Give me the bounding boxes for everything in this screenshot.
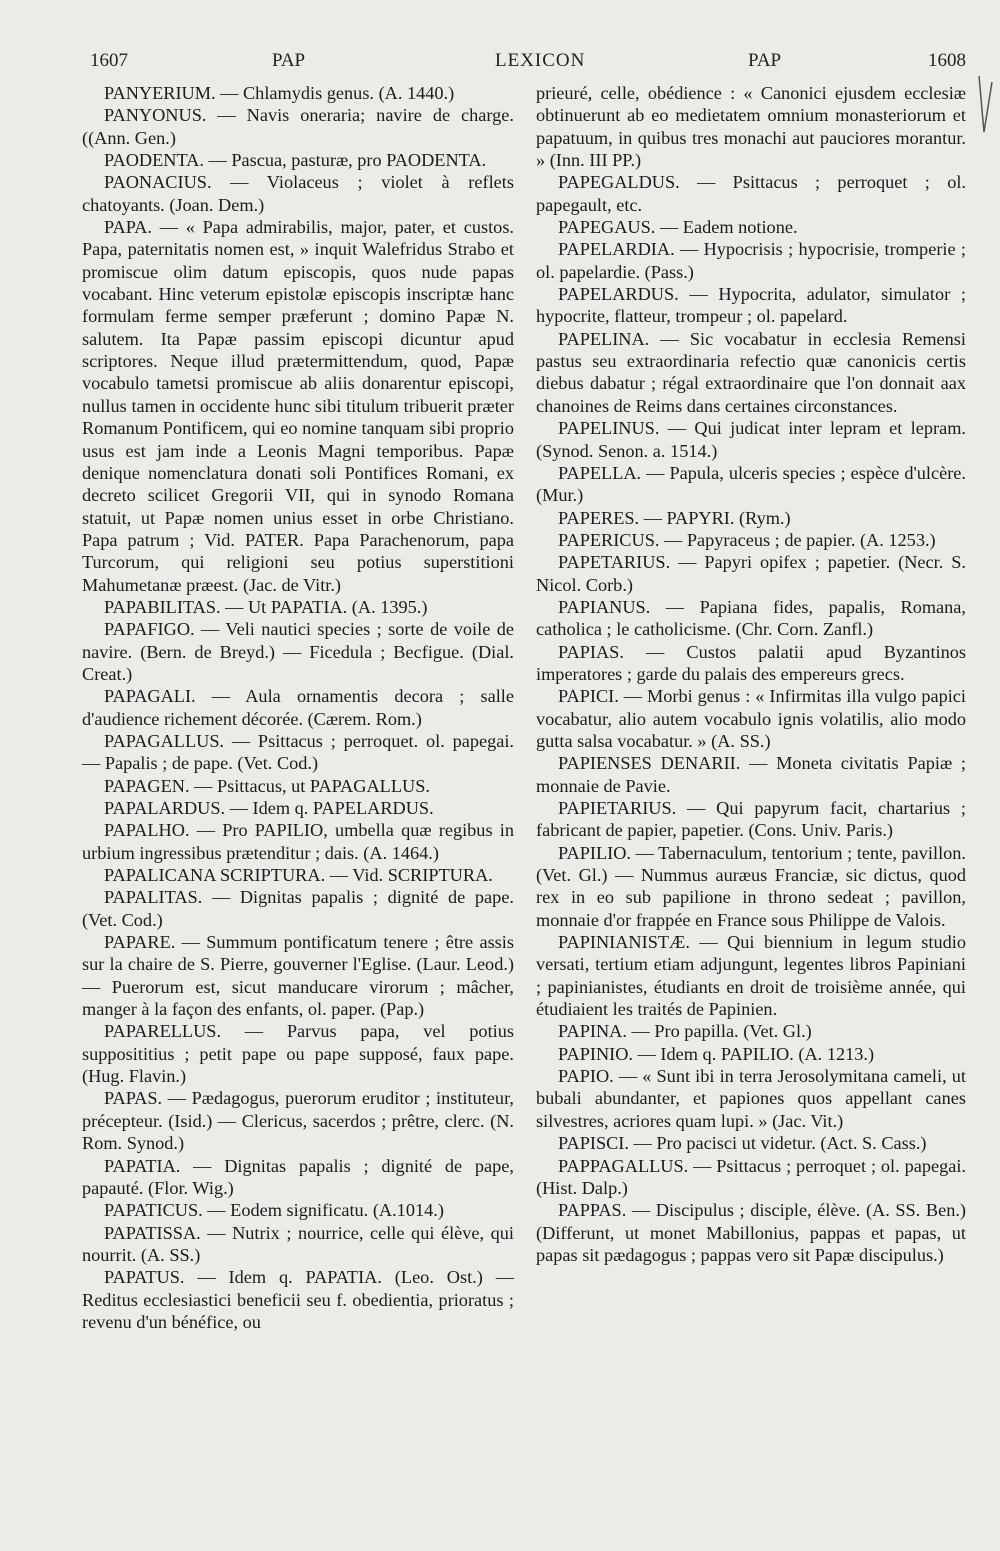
entry-papagali: PAPAGALI. — Aula ornamentis decora ; salle d'audience richement décorée. (Cærem. Rom.) bbox=[82, 686, 514, 729]
entry-papalicana-scriptura: PAPALICANA SCRIPTURA. — Vid. SCRIPTURA. bbox=[104, 865, 493, 886]
entry-papella: PAPELLA. — Papula, ulceris species ; espèce d'ulcère. (Mur.) bbox=[536, 462, 966, 506]
entry-papericus: PAPERICUS. — Papyraceus ; de papier. (A. 1253.) bbox=[558, 529, 936, 550]
entry-papelina: PAPELINA. — Sic vocabatur in ecclesia Remensi pastus seu extraordinaria refectio quæ canonicis certis diebus dabatur ; régal extraordinaire que l'on donnait aax chanoines de Reims dans certaines circonstances. bbox=[536, 328, 966, 416]
entry-papagallus: PAPAGALLUS. — Psittacus ; perroquet. ol. papegai. — Papalis ; de pape. (Vet. Cod.) bbox=[82, 730, 514, 774]
entry-papaticus: PAPATICUS. — Eodem significatu. (A.1014.) bbox=[104, 1200, 444, 1221]
entry-papelardus: PAPELARDUS. — Hypocrita, adulator, simulator ; hypocrite, flatteur, trompeur ; ol. papelard. bbox=[536, 284, 966, 327]
header-label-right: PAP bbox=[748, 50, 782, 71]
entry-paparellus: PAPARELLUS. — Parvus papa, vel potius supposititius ; petit pape ou pape supposé, faux pape. (Hug. Flavin.) bbox=[82, 1021, 514, 1087]
entry-papagen: PAPAGEN. — Psittacus, ut PAPAGALLUS. bbox=[104, 775, 430, 796]
entry-papegaus: PAPEGAUS. — Eadem notione. bbox=[558, 217, 798, 238]
entry-papalho: PAPALHO. — Pro PAPILIO, umbella quæ regibus in urbium ingressibus prætenditur ; dais. (A. 1464.) bbox=[82, 820, 514, 863]
entry-papabilitas: PAPABILITAS. — Ut PAPATIA. (A. 1395.) bbox=[104, 596, 428, 617]
header-label-left: PAP bbox=[272, 50, 306, 71]
entry-papinianistae: PAPINIANISTÆ. — Qui biennium in legum studio versati, tertium etiam adjungunt, legentes libros Papiniani ; papinianistes, étudiants en droit de troisième année, qui étudiaient les traités de Papinien. bbox=[536, 932, 966, 1020]
entry-panyerium: PANYERIUM. — Chlamydis genus. (A. 1440.) bbox=[104, 83, 455, 103]
entry-papalardus: PAPALARDUS. — Idem q. PAPELARDUS. bbox=[104, 798, 434, 818]
entry-papelardia: PAPELARDIA. — Hypocrisis ; hypocrisie, tromperie ; ol. papelardie. (Pass.) bbox=[536, 239, 966, 282]
entry-papare: PAPARE. — Summum pontificatum tenere ; être assis sur la chaire de S. Pierre, gouverner l'Eglise. (Laur. Leod.) — Puerorum est, sicut manducare virorum ; mâcher, manger à la façon des enfants, ol. paper. (Pap.) bbox=[82, 932, 514, 1020]
entry-papas: PAPAS. — Pædagogus, puerorum eruditor ; instituteur, précepteur. (Isid.) — Clericus, sacerdos ; prêtre, clerc. (N. Rom. Synod.) bbox=[82, 1088, 514, 1154]
entry-papegaldus: PAPEGALDUS. — Psittacus ; perroquet ; ol. papegault, etc. bbox=[536, 172, 966, 215]
entry-papisci: PAPISCI. — Pro pacisci ut videtur. (Act. S. Cass.) bbox=[558, 1133, 927, 1154]
header-title: LEXICON bbox=[495, 50, 586, 71]
entry-papina: PAPINA. — Pro papilla. (Vet. Gl.) bbox=[558, 1021, 812, 1042]
running-header bbox=[90, 50, 970, 74]
entry-pappagallus: PAPPAGALLUS. — Psittacus ; perroquet ; ol. papegai. (Hist. Dalp.) bbox=[536, 1155, 966, 1198]
margin-pencil-mark bbox=[975, 74, 995, 138]
entry-papietarius: PAPIETARIUS. — Qui papyrum facit, chartarius ; fabricant de papier, papetier. (Cons. Univ. Paris.) bbox=[536, 798, 966, 841]
entry-papinio: PAPINIO. — Idem q. PAPILIO. (A. 1213.) bbox=[558, 1043, 875, 1064]
entry-papafigo: PAPAFIGO. — Veli nautici species ; sorte de voile de navire. (Bern. de Breyd.) — Ficedula ; Becfigue. (Dial. Creat.) bbox=[82, 619, 514, 684]
page-number-right: 1608 bbox=[928, 50, 966, 71]
entry-papatus: PAPATUS. — Idem q. PAPATIA. (Leo. Ost.) — Reditus ecclesiastici beneficii seu f. obedientia, prioratus ; revenu d'un bénéfice, ou bbox=[82, 1267, 514, 1332]
entry-papias: PAPIAS. — Custos palatii apud Byzantinos imperatores ; garde du palais des empereurs grecs. bbox=[536, 641, 966, 684]
entry-paperes: PAPERES. — PAPYRI. (Rym.) bbox=[558, 507, 791, 528]
entry-panyonus: PANYONUS. — Navis oneraria; navire de charge. ((Ann. Gen.) bbox=[82, 105, 514, 148]
entry-pappas: PAPPAS. — Discipulus ; disciple, élève. (A. SS. Ben.) (Differunt, ut monet Mabillonius, pappas et papas, ut papas sit pædagogus ; pappas vero sit Papæ discipulus.) bbox=[536, 1200, 966, 1265]
entry-papa: PAPA. — « Papa admirabilis, major, pater, et custos. Papa, paternitatis nomen est, » inquit Walefridus Strabo et promiscue olim datum episcopis, quos nude papas vocabant. Hinc veterum epistolæ episcopis inscriptæ hanc formulam ferme semper præferunt ; domino Papæ N. salutem. Ita Papæ passim episcopi dicuntur apud scriptores. Neque illud prætermittendum, quod, Papæ vocabulo tametsi promiscue ab aliis donarentur episcopi, nullus tamen in occidente hunc sibi titulum tribuerit præter Romanum Pontificem, qui eo nomine tanquam sibi proprio usus est jam inde a Leonis Magni temporibus. Papæ denique nomenclatura donati soli Pontifices Romani, ex decreto scilicet Gregorii VII, qui in synodo Romana statuit, ut Papæ nomen unius esset in orbe Christiano. Papa patrum ; Vid. PATER. Papa Parachenorum, papa Turcorum, qui religioni seu potius superstitioni Mahumetanæ præest. (Jac. de Vitr.) bbox=[82, 217, 514, 595]
entry-papatus-continued: prieuré, celle, obédience : « Canonici ejusdem ecclesiæ obtinuerunt ab eo medietatem omnium monasteriorum et papatuum, in quibus tres monachi aut pauciores morantur. » (Inn. III PP.) bbox=[536, 83, 966, 171]
entry-papianus: PAPIANUS. — Papiana fides, papalis, Romana, catholica ; le catholicisme. (Chr. Corn. Zanfl.) bbox=[536, 596, 966, 640]
entry-paodenta: PAODENTA. — Pascua, pasturæ, pro PAODENTA. bbox=[104, 150, 487, 171]
entry-papici: PAPICI. — Morbi genus : « Infirmitas illa vulgo papici vocabatur, alio autem vocabulo ignis volatilis, alio modo gutta salsa vocabatur. » (A. SS.) bbox=[536, 686, 966, 751]
entry-papetarius: PAPETARIUS. — Papyri opifex ; papetier. (Necr. S. Nicol. Corb.) bbox=[536, 552, 966, 595]
entry-papalitas: PAPALITAS. — Dignitas papalis ; dignité de pape. (Vet. Cod.) bbox=[82, 887, 514, 930]
entry-papilio: PAPILIO. — Tabernaculum, tentorium ; tente, pavillon. (Vet. Gl.) — Nummus auræus Franciæ, sic dictus, quod rex in eo sub papilione in throno sedeat ; pavillon, monnaie d'or frappée en France sous Philippe de Valois. bbox=[536, 842, 966, 930]
page-number-left: 1607 bbox=[90, 50, 128, 71]
entry-papatia: PAPATIA. — Dignitas papalis ; dignité de pape, papauté. (Flor. Wig.) bbox=[82, 1155, 514, 1198]
entry-papio: PAPIO. — « Sunt ibi in terra Jerosolymitana cameli, ut bubali abundanter, et papiones quos appellant canes silvestres, acriores quam lupi. » (Jac. Vit.) bbox=[536, 1066, 966, 1131]
right-column bbox=[536, 82, 966, 1266]
entry-papienses-denarii: PAPIENSES DENARII. — Moneta civitatis Papiæ ; monnaie de Pavie. bbox=[536, 753, 966, 796]
entry-papatissa: PAPATISSA. — Nutrix ; nourrice, celle qui élève, qui nourrit. (A. SS.) bbox=[82, 1222, 514, 1265]
left-column bbox=[82, 82, 514, 1333]
entry-papelinus: PAPELINUS. — Qui judicat inter lepram et lepram. (Synod. Senon. a. 1514.) bbox=[536, 418, 966, 461]
entry-paonacius: PAONACIUS. — Violaceus ; violet à reflets chatoyants. (Joan. Dem.) bbox=[82, 172, 514, 215]
